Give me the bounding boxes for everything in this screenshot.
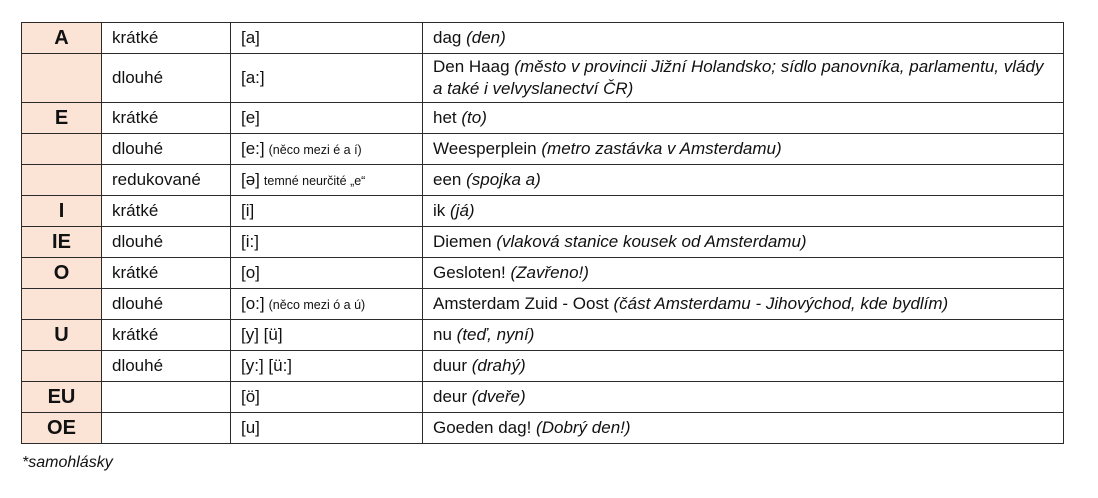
table-row xyxy=(22,413,1064,444)
vowel-table-body xyxy=(22,23,1064,444)
vowel-table xyxy=(21,22,1064,444)
example-cell xyxy=(423,258,1064,289)
vowel-letter: I xyxy=(22,196,102,227)
ipa-note: (něco mezi ó a ú) xyxy=(268,297,366,312)
example-translation: (to) xyxy=(461,108,487,127)
example-cell xyxy=(423,54,1064,103)
example-cell xyxy=(423,289,1064,320)
example-word: Den Haag xyxy=(433,57,510,76)
example-word: Weesperplein xyxy=(433,139,537,158)
vowel-letter xyxy=(22,54,102,103)
example-cell xyxy=(423,165,1064,196)
table-row xyxy=(22,289,1064,320)
vowel-length: krátké xyxy=(102,258,231,289)
ipa-symbol: [a] xyxy=(241,27,260,47)
footnote: *samohlásky xyxy=(22,454,113,471)
ipa-cell xyxy=(231,23,423,54)
example-word: duur xyxy=(433,356,468,375)
example-cell xyxy=(423,196,1064,227)
table-row xyxy=(22,382,1064,413)
example-translation: (vlaková stanice kousek od Amsterdamu) xyxy=(496,232,807,251)
ipa-cell xyxy=(231,134,423,165)
example-word: Gesloten! xyxy=(433,263,506,282)
table-row xyxy=(22,165,1064,196)
table-row xyxy=(22,320,1064,351)
ipa-symbol: [e] xyxy=(241,107,260,127)
example-cell xyxy=(423,23,1064,54)
table-row xyxy=(22,23,1064,54)
example-word: dag xyxy=(433,28,462,47)
ipa-cell xyxy=(231,196,423,227)
ipa-symbol: [o] xyxy=(241,262,260,282)
ipa-cell xyxy=(231,351,423,382)
ipa-note: temné neurčité „e“ xyxy=(263,173,366,188)
example-translation: (Dobrý den!) xyxy=(536,418,631,437)
example-word: Goeden dag! xyxy=(433,418,532,437)
table-row xyxy=(22,227,1064,258)
vowel-length: dlouhé xyxy=(102,134,231,165)
example-word: een xyxy=(433,170,462,189)
example-word: Amsterdam Zuid - Oost xyxy=(433,294,609,313)
vowel-letter: O xyxy=(22,258,102,289)
vowel-letter: A xyxy=(22,23,102,54)
ipa-cell xyxy=(231,382,423,413)
example-translation: (město v provincii Jižní Holandsko; sídlo panovníka, parlamentu, vlády a také i velvyslanectví ČR) xyxy=(433,57,1044,98)
ipa-cell xyxy=(231,227,423,258)
vowel-length: dlouhé xyxy=(102,351,231,382)
example-translation: (část Amsterdamu - Jihovýchod, kde bydlím) xyxy=(613,294,949,313)
example-word: deur xyxy=(433,387,468,406)
ipa-cell xyxy=(231,320,423,351)
ipa-symbol: [o:] xyxy=(241,293,265,313)
ipa-cell xyxy=(231,258,423,289)
example-cell xyxy=(423,134,1064,165)
example-word: nu xyxy=(433,325,452,344)
example-word: het xyxy=(433,108,457,127)
example-cell xyxy=(423,320,1064,351)
example-word: ik xyxy=(433,201,446,220)
ipa-cell xyxy=(231,165,423,196)
example-translation: (den) xyxy=(466,28,506,47)
example-cell xyxy=(423,227,1064,258)
vowel-letter xyxy=(22,351,102,382)
vowel-length: krátké xyxy=(102,23,231,54)
example-word: Diemen xyxy=(433,232,492,251)
ipa-symbol: [ö] xyxy=(241,386,260,406)
vowel-length: dlouhé xyxy=(102,289,231,320)
vowel-length: krátké xyxy=(102,320,231,351)
ipa-symbol: [y] [ü] xyxy=(241,324,283,344)
table-row xyxy=(22,54,1064,103)
example-translation: (spojka a) xyxy=(466,170,541,189)
example-cell xyxy=(423,351,1064,382)
vowel-letter: U xyxy=(22,320,102,351)
vowel-letter xyxy=(22,165,102,196)
ipa-symbol: [e:] xyxy=(241,138,265,158)
example-translation: (Zavřeno!) xyxy=(510,263,589,282)
ipa-cell xyxy=(231,54,423,103)
table-row xyxy=(22,258,1064,289)
vowel-length: dlouhé xyxy=(102,54,231,103)
ipa-symbol: [a:] xyxy=(241,67,265,87)
table-row xyxy=(22,351,1064,382)
vowel-length xyxy=(102,382,231,413)
ipa-symbol: [i] xyxy=(241,200,255,220)
vowel-length: dlouhé xyxy=(102,227,231,258)
vowel-length: krátké xyxy=(102,196,231,227)
ipa-cell xyxy=(231,289,423,320)
example-cell xyxy=(423,382,1064,413)
example-translation: (teď, nyní) xyxy=(456,325,535,344)
example-cell xyxy=(423,103,1064,134)
ipa-note: (něco mezi é a í) xyxy=(268,142,362,157)
ipa-symbol: [y:] [ü:] xyxy=(241,355,293,375)
vowel-letter: IE xyxy=(22,227,102,258)
example-translation: (já) xyxy=(450,201,475,220)
ipa-symbol: [u] xyxy=(241,417,260,437)
vowel-letter: OE xyxy=(22,413,102,444)
example-translation: (metro zastávka v Amsterdamu) xyxy=(541,139,782,158)
vowel-length: krátké xyxy=(102,103,231,134)
ipa-cell xyxy=(231,103,423,134)
vowel-letter xyxy=(22,134,102,165)
vowel-letter: EU xyxy=(22,382,102,413)
vowel-length: redukované xyxy=(102,165,231,196)
ipa-cell xyxy=(231,413,423,444)
table-row xyxy=(22,103,1064,134)
vowel-letter xyxy=(22,289,102,320)
ipa-symbol: [ə] xyxy=(241,169,260,189)
example-cell xyxy=(423,413,1064,444)
vowel-letter: E xyxy=(22,103,102,134)
table-row xyxy=(22,196,1064,227)
vowel-length xyxy=(102,413,231,444)
example-translation: (drahý) xyxy=(471,356,526,375)
example-translation: (dveře) xyxy=(471,387,526,406)
table-row xyxy=(22,134,1064,165)
ipa-symbol: [i:] xyxy=(241,231,259,251)
